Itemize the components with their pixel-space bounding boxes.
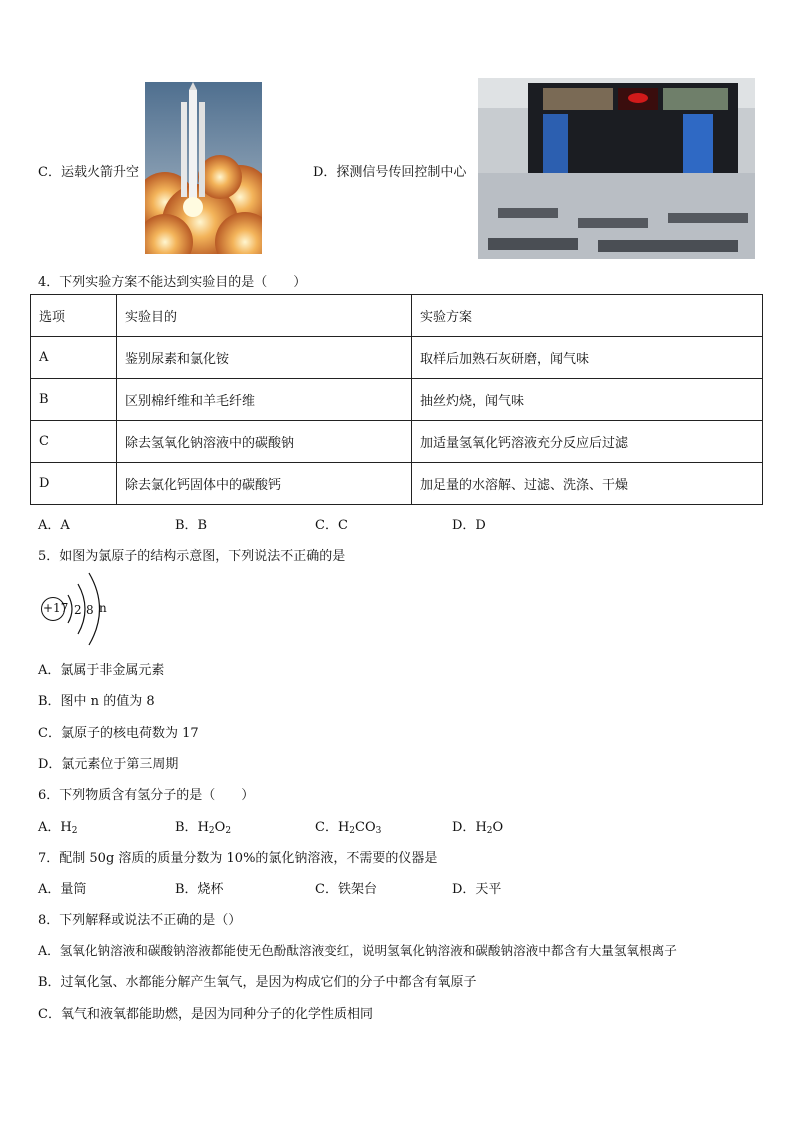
q4-answer-a: A．A bbox=[38, 518, 70, 533]
shell-1-electrons: 2 bbox=[74, 603, 82, 617]
q6-option-a: A．$H_2$ bbox=[38, 820, 78, 836]
q7-option-c: C．铁架台 bbox=[315, 882, 377, 897]
table-row bbox=[31, 379, 763, 421]
q7-option-b: B．烧杯 bbox=[175, 882, 224, 897]
table-row bbox=[31, 421, 763, 463]
control-center-image bbox=[478, 78, 755, 259]
row-b-purpose: 区别棉纤维和羊毛纤维 bbox=[117, 379, 412, 421]
q8-option-a: A．氢氧化钠溶液和碳酸钠溶液都能使无色酚酞溶液变红，说明氢氧化钠溶液和碳酸钠溶液中都含有大量氢氧根离子 bbox=[38, 943, 677, 958]
row-b-option: B bbox=[31, 379, 117, 421]
q6-option-b: B．$H_2O_2$ bbox=[175, 820, 232, 836]
q5-option-c: C．氯原子的核电荷数为 17 bbox=[38, 726, 199, 741]
question-4-stem: 4．下列实验方案不能达到实验目的是（ ） bbox=[38, 275, 307, 290]
q4-answer-b: B．B bbox=[175, 518, 208, 533]
row-a-option: A bbox=[31, 337, 117, 379]
shell-3-electrons: n bbox=[99, 601, 107, 615]
chlorine-atom-diagram bbox=[36, 570, 116, 648]
question-8-stem: 8．下列解释或说法不正确的是（） bbox=[38, 913, 242, 928]
row-c-option: C bbox=[31, 421, 117, 463]
q4-answer-d: D．D bbox=[452, 518, 486, 533]
row-a-purpose: 鉴别尿素和氯化铵 bbox=[117, 337, 412, 379]
q5-option-d: D．氯元素位于第三周期 bbox=[38, 757, 179, 772]
q6-option-c: C．$H_2CO_3$ bbox=[315, 820, 382, 836]
q5-option-b: B．图中 n 的值为 8 bbox=[38, 694, 155, 709]
experiment-table bbox=[30, 294, 763, 505]
q6-option-d: D．$H_2O$ bbox=[452, 820, 504, 836]
row-d-option: D bbox=[31, 463, 117, 505]
q3-option-c: C．运载火箭升空 bbox=[38, 165, 139, 180]
nucleus-charge: +17 bbox=[43, 601, 69, 615]
q4-answer-c: C．C bbox=[315, 518, 348, 533]
header-plan: 实验方案 bbox=[412, 295, 763, 337]
row-b-plan: 抽丝灼烧，闻气味 bbox=[412, 379, 763, 421]
question-6-stem: 6．下列物质含有氢分子的是（ ） bbox=[38, 788, 255, 803]
table-header-row bbox=[31, 295, 763, 337]
row-d-purpose: 除去氯化钙固体中的碳酸钙 bbox=[117, 463, 412, 505]
row-c-purpose: 除去氢氧化钠溶液中的碳酸钠 bbox=[117, 421, 412, 463]
question-7-stem: 7．配制 50g 溶质的质量分数为 10%的氯化钠溶液，不需要的仪器是 bbox=[38, 851, 438, 866]
table-row bbox=[31, 337, 763, 379]
q8-option-c: C．氧气和液氧都能助燃，是因为同种分子的化学性质相同 bbox=[38, 1007, 373, 1022]
q8-option-b: B．过氧化氢、水都能分解产生氧气，是因为构成它们的分子中都含有氧原子 bbox=[38, 975, 477, 990]
rocket-launch-image bbox=[145, 82, 262, 254]
q3-option-d: D．探测信号传回控制中心 bbox=[313, 165, 467, 180]
header-option: 选项 bbox=[31, 295, 117, 337]
q7-option-d: D．天平 bbox=[452, 882, 502, 897]
table-row bbox=[31, 463, 763, 505]
q5-option-a: A．氯属于非金属元素 bbox=[38, 663, 165, 678]
header-purpose: 实验目的 bbox=[117, 295, 412, 337]
shell-2-electrons: 8 bbox=[86, 603, 94, 617]
row-d-plan: 加足量的水溶解、过滤、洗涤、干燥 bbox=[412, 463, 763, 505]
question-5-stem: 5．如图为氯原子的结构示意图，下列说法不正确的是 bbox=[38, 549, 346, 564]
q7-option-a: A．量筒 bbox=[38, 882, 87, 897]
row-a-plan: 取样后加熟石灰研磨，闻气味 bbox=[412, 337, 763, 379]
row-c-plan: 加适量氢氧化钙溶液充分反应后过滤 bbox=[412, 421, 763, 463]
